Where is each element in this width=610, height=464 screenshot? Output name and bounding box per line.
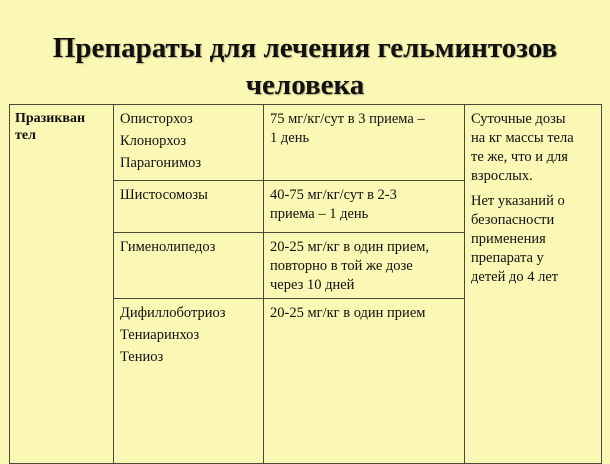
- dose-line: через 10 дней: [270, 277, 355, 293]
- drug-name-line: тел: [15, 128, 36, 143]
- dose-cell: [264, 233, 465, 299]
- notes-line: Суточные дозы: [471, 111, 566, 127]
- dose-cell: [264, 181, 465, 233]
- notes-cell: [465, 105, 602, 464]
- dose-line: 75 мг/кг/сут в 3 приема –: [270, 111, 425, 127]
- dose-cell: [264, 299, 465, 464]
- notes-paragraph-1: [471, 110, 595, 186]
- notes-line: безопасности: [471, 212, 555, 228]
- notes-line: Нет указаний о: [471, 193, 565, 209]
- drug-name-line: Празикван: [15, 111, 86, 126]
- dose-line: повторно в той же дозе: [270, 258, 413, 274]
- disease-name: Дифиллоботриоз: [120, 305, 226, 321]
- notes-line: взрослых.: [471, 168, 533, 184]
- dose-line: 20-25 мг/кг в один прием: [270, 305, 426, 321]
- dose-line: приема – 1 день: [270, 206, 369, 222]
- disease-name: Клонорхоз: [120, 133, 187, 149]
- disease-cell: [114, 299, 264, 464]
- disease-name: Парагонимоз: [120, 155, 202, 171]
- notes-line: применения: [471, 231, 546, 247]
- notes-paragraph-2: [471, 192, 595, 287]
- table-row: [10, 105, 602, 181]
- disease-name: Тениаринхоз: [120, 327, 200, 343]
- disease-name: Описторхоз: [120, 111, 193, 127]
- dose-cell: [264, 105, 465, 181]
- disease-name: Гименолипедоз: [120, 239, 216, 255]
- dose-line: 1 день: [270, 130, 310, 146]
- dose-line: 20-25 мг/кг в один прием,: [270, 239, 430, 255]
- disease-name: Тениоз: [120, 349, 164, 365]
- dose-line: 40-75 мг/кг/сут в 2-3: [270, 187, 397, 203]
- slide-title-line-2: человека: [245, 69, 365, 101]
- dosage-table: [9, 104, 602, 464]
- notes-line: детей до 4 лет: [471, 269, 559, 285]
- disease-cell: [114, 181, 264, 233]
- notes-line: те же, что и для: [471, 149, 568, 165]
- notes-line: на кг массы тела: [471, 130, 574, 146]
- disease-cell: [114, 233, 264, 299]
- disease-cell: [114, 105, 264, 181]
- slide-title: [0, 30, 610, 104]
- notes-line: препарата у: [471, 250, 544, 266]
- slide-title-line-1: Препараты для лечения гельминтозов: [52, 32, 558, 64]
- disease-name: Шистосомозы: [120, 187, 208, 203]
- drug-name-cell: [10, 105, 114, 464]
